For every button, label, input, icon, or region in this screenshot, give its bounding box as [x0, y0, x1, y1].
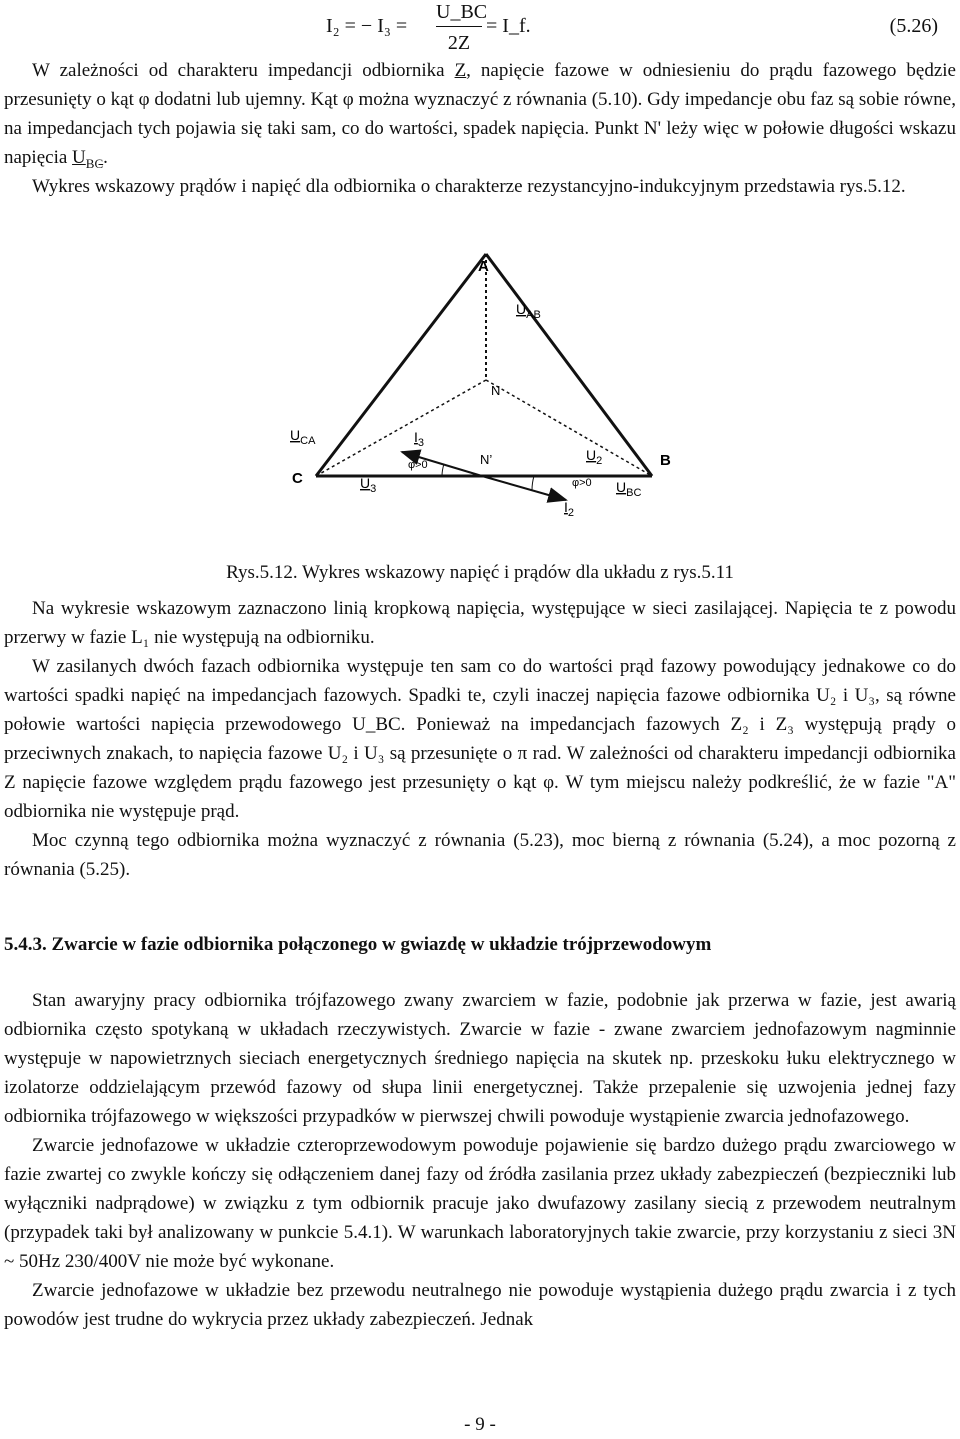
text-block-2: [4, 594, 956, 884]
node-nprime-label: N’: [480, 452, 493, 467]
equation-fraction: [436, 0, 488, 55]
paragraph-8: Zwarcie jednofazowe w układzie bez przewodu neutralnego nie powoduje wystąpienia dużego prądu zwarcia i z tych powodów jest trudne do wykrycia przez układy zabezpieczeń. Jednak: [4, 1280, 956, 1330]
phasor-diagram-svg: [4, 250, 956, 550]
paragraph-1-text-a: W zależności od charakteru impedancji odbiornika: [32, 60, 455, 81]
phi-left-label: φ>0: [408, 459, 428, 471]
dashed-n-c-line: [316, 380, 486, 476]
i2-label: $I_2$: [564, 499, 575, 519]
section-heading: 5.4.3. Zwarcie w fazie odbiornika połączonego w gwiazdę w układzie trójprzewodowym: [4, 934, 712, 955]
figure-caption: Rys.5.12. Wykres wskazowy napięć i prądów dla układu z rys.5.11: [226, 562, 734, 583]
paragraph-1-text-c: .: [103, 147, 108, 168]
node-a-label: A: [478, 258, 489, 275]
paragraph-5: Moc czynną tego odbiornika można wyznaczyć z równania (5.23), moc bierną z równania (5.24), a moc pozorną z równania (5.25).: [4, 830, 956, 880]
text-block-1: [4, 56, 956, 201]
paragraph-4: W zasilanych dwóch fazach odbiornika występuje ten sam co do wartości prąd fazowy powodujący jednakowe co do wartości spadki napięć na impedancjach fazowych. Spadki te, czyli inaczej napięcia fazowe odbiornika U₂ i U₃, są równe połowie wartości napięcia przewodowego U_BC. Ponieważ na impedancjach fazowych Z₂ i Z₃ występują prądy o przeciwnych znakach, to napięcia fazowe U₂ i U₃ są przesunięte o π rad. W zależności od charakteru impedancji odbiornika Z napięcie fazowe względem prądu fazowego jest przesunięty o kąt φ. W tym miejscu należy podkreślić, że w fazie "A" odbiornika nie występuje prąd.: [4, 656, 956, 822]
phi-left-arc: [442, 464, 444, 476]
node-c-label: C: [292, 470, 303, 487]
i3-label: $I_3$: [414, 429, 425, 449]
equation-denominator: 2Z: [447, 32, 471, 54]
paragraph-1-text-b: , napięcie fazowe w odniesieniu do prądu fazowego będzie przesunięty o kąt φ dodatni lub ujemny. Kąt φ można wyznaczyć z równania (5.10). Gdy impedancje obu faz są sobie równe, na impedancjach tych pojawia się taki sam, co do wartości, spadek napięcia. Punkt N' leży więc w połowie długości wskazu napięcia: [4, 60, 956, 168]
phi-right-label: φ>0: [572, 477, 592, 489]
paragraph-1: [4, 56, 956, 172]
equation-lhs: I₂ = − I₃ =: [326, 15, 408, 37]
voltage-uab-line: [486, 254, 652, 476]
uab-label: $U_{AB}$: [516, 301, 541, 321]
paragraph-7: Zwarcie jednofazowe w układzie czteroprzewodowym powoduje pojawienie się bardzo dużego prądu zwarciowego w fazie zwartej co zwykle kończy się odłączeniem danej fazy od źródła zasilania przez układy zabezpieczeń (bezpieczniki lub wyłączniki nadprądowe) w związku z tym odbiornik pracuje jako dwufazowy zasilany siecią z przewodem neutralnym (przypadek taki był analizowany w punkcie 5.4.1). W warunkach laboratoryjnych takie zwarcie, przy korzystaniu z sieci 3N ~ 50Hz 230/400V nie może być wykonane.: [4, 1135, 956, 1272]
equation-numerator: U_BC: [436, 0, 482, 27]
current-i2-arrow: [482, 476, 566, 500]
phi-right-arc: [532, 476, 534, 490]
phasor-diagram: [4, 250, 956, 550]
node-b-label: B: [660, 452, 671, 469]
equation-rhs: = I_f.: [486, 15, 531, 37]
uca-label: $U_{CA}$: [290, 427, 316, 447]
equation-5-26: [4, 0, 956, 60]
paragraph-6: Stan awaryjny pracy odbiornika trójfazowego zwany zwarciem w fazie, podobnie jak przerwa w fazie, jest awarią odbiornika często spotykaną w układach rzeczywistych. Zwarcie w fazie - zwane zwarciem jednofazowym nagminnie występuje w napowietrznych sieciach energetycznych średniego napięcia na skutek np. przeskoku łuku elektrycznego w izolatorze oddzielającym przewód fazowy od słupa linii energetycznej. Także przepalenie się uzwojenia jednej fazy odbiornika trójfazowego w większości przypadków w pierwszej chwili powoduje wystąpienie zwarcia jednofazowego.: [4, 990, 956, 1127]
text-block-3: [4, 986, 956, 1334]
u2-label: $U_2$: [586, 447, 603, 467]
paragraph-1-ubc: [72, 147, 104, 171]
paragraph-2: Wykres wskazowy prądów i napięć dla odbiornika o charakterze rezystancyjno-indukcyjnym przedstawia rys.5.12.: [32, 176, 906, 197]
paragraph-1-impedance: Z: [454, 60, 467, 81]
node-n-label: N: [491, 383, 501, 398]
paragraph-1-ubc-letter: U: [72, 147, 86, 168]
u3-label: $U_3$: [360, 475, 377, 495]
dashed-n-b-line: [486, 380, 652, 476]
ubc-label: $U_{BC}$: [616, 479, 642, 499]
equation-number: (5.26): [889, 15, 938, 37]
page-number: - 9 -: [464, 1414, 496, 1435]
voltage-uca-line: [316, 254, 486, 476]
paragraph-3: Na wykresie wskazowym zaznaczono linią kropkową napięcia, występujące w sieci zasilającej. Napięcia te z powodu przerwy w fazie L₁ nie występują na odbiorniku.: [4, 598, 956, 648]
paragraph-1-ubc-sub: BC: [85, 155, 104, 171]
